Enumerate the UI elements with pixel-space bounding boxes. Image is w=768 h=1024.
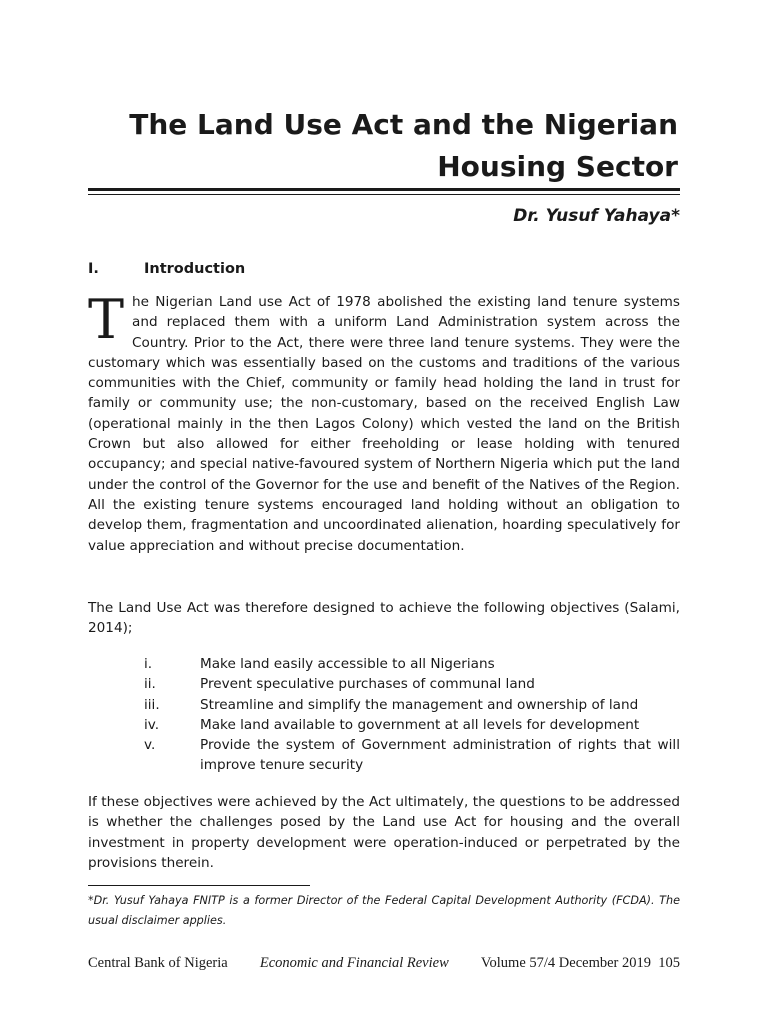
footer-volume	[481, 953, 680, 973]
list-item-number: i.	[144, 656, 153, 672]
list-item-text: Provide the system of Government administration of rights that will improve tenure security	[200, 737, 680, 774]
page-footer	[88, 953, 680, 973]
list-item-number: v.	[144, 737, 156, 754]
list-item-text: Make land easily accessible to all Nigerians	[200, 656, 495, 672]
title-rule-thin	[88, 194, 680, 195]
footer-journal: Economic and Financial Review	[259, 955, 449, 971]
objectives-intro-paragraph: The Land Use Act was therefore designed to achieve the following objectives (Salami, 2014);	[88, 600, 680, 637]
list-item	[144, 674, 680, 694]
footer-volume-text: Volume 57/4 December 2019	[480, 955, 651, 971]
title-rule-thick	[88, 188, 680, 191]
section-title: Introduction	[144, 261, 246, 277]
list-item-number: iv.	[144, 716, 160, 733]
author-name: Dr. Yusuf Yahaya*	[513, 206, 680, 226]
footnote: *Dr. Yusuf Yahaya FNITP is a former Director of the Federal Capital Development Authority (FCDA). The usual disclaimer applies.	[88, 894, 680, 927]
list-item	[144, 715, 680, 735]
list-item	[144, 695, 680, 715]
list-item-number: iii.	[144, 696, 160, 713]
list-item-text: Prevent speculative purchases of communal land	[200, 676, 535, 693]
drop-cap: T	[88, 288, 125, 351]
list-item-text: Streamline and simplify the management and ownership of land	[200, 696, 639, 713]
list-item	[144, 735, 680, 776]
list-item-number: ii.	[144, 676, 156, 693]
footnote-rule	[88, 885, 310, 886]
intro-paragraph	[88, 288, 680, 556]
section-number: I.	[88, 261, 99, 277]
paper-title	[78, 104, 678, 188]
page-number: 105	[658, 955, 680, 971]
title-line-2: Housing Sector	[437, 150, 678, 183]
title-line-1: The Land Use Act and the Nigerian	[129, 108, 678, 141]
section-heading	[88, 258, 245, 280]
intro-text: he Nigerian Land use Act of 1978 abolished the existing land tenure systems and replaced them with a uniform Land Administration system across the Country. Prior to the Act, there were three land tenure systems. They were the customary which was essentially based on the customs and traditions of the various communities with the Chief, community or family head holding the land in trust for family or community use; the non-customary, based on the received English Law (operational mainly in the then Lagos Colony) which vested the land on the British Crown but also allowed for either freeholding or lease holding with tenured occupancy; and special native-favoured system of Northern Nigeria which put the land under the control of the Governor for the use and benefit of the Natives of the Region. All the existing tenure systems encouraged land holding without an obligation to develop them, fragmentation and uncoordinated alienation, hoarding speculatively for value appreciation and without precise documentation.	[88, 294, 680, 554]
list-item	[144, 654, 680, 674]
closing-paragraph: If these objectives were achieved by the Act ultimately, the questions to be addressed is whether the challenges posed by the Land use Act for housing and the overall investment in property development were operation-induced or perpetrated by the provisions therein.	[88, 794, 680, 871]
footer-publisher: Central Bank of Nigeria	[88, 955, 228, 971]
objectives-list	[144, 654, 680, 776]
list-item-text: Make land available to government at all levels for development	[200, 716, 640, 733]
